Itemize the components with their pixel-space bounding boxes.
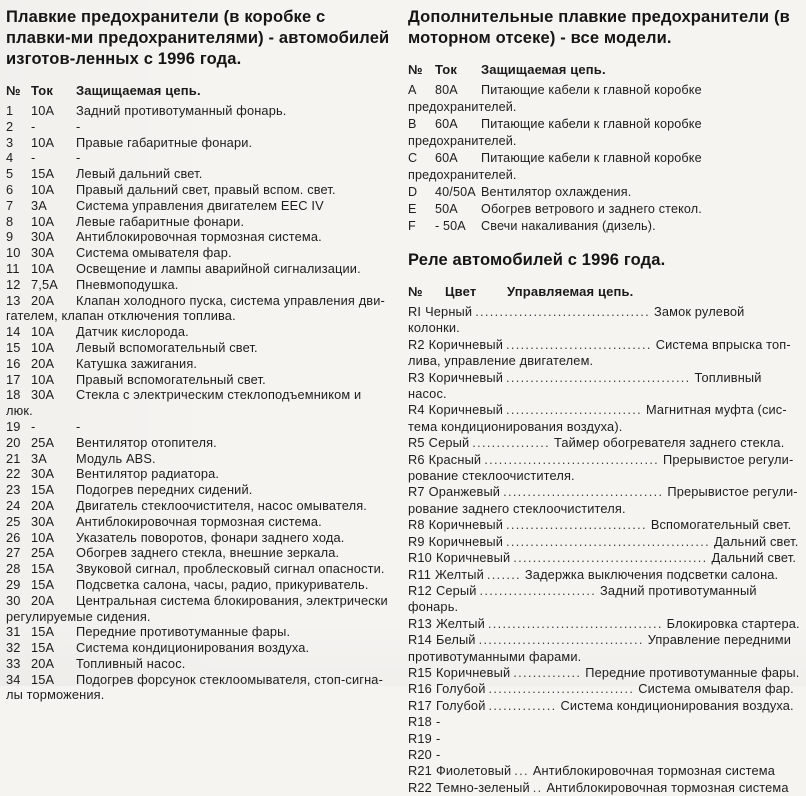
fuse-row [6,245,390,261]
fuse-amperage: 10А [31,529,55,545]
header-circuit-label: Защищаемая цепь. [481,62,606,77]
main-fuse-table [6,103,390,703]
relay-circuit: Дальний свет. [711,550,797,566]
fuse-amperage: 20А [31,655,55,671]
fuse-number: 29 [6,576,21,592]
fuse-number: C [408,151,418,165]
fuse-amperage: 60А [435,117,458,131]
fuse-row [408,82,800,116]
fuse-row [6,545,390,561]
relay-circuit: Система впрыска топ-лива, управление двигателем. [408,336,791,369]
fuse-amperage: 15А [31,624,55,640]
right-fuse-table-header [408,62,800,78]
fuse-circuit: Центральная система блокирования, электрически регулируемые сидения. [6,592,388,624]
fuse-circuit: - [76,150,81,166]
relay-circuit: Таймер обогревателя заднего стекла. [553,435,785,451]
fuse-number: 18 [6,387,21,403]
relay-number: R2 [408,336,425,352]
fuse-row [6,229,390,245]
fuse-row [6,419,390,435]
dot-leader: .............................. [488,681,635,697]
relay-row [408,583,800,616]
relay-circuit: Система кондиционирования воздуха. [560,697,794,713]
fuse-circuit: Вентилятор охлаждения. [481,185,632,199]
relay-row [408,747,800,763]
fuse-circuit: Освещение и лампы аварийной сигнализации. [76,260,361,276]
relay-row [408,665,800,681]
relay-color: Голубой [435,681,486,697]
fuse-amperage: 40/50А [435,185,476,199]
relay-circuit: Магнитная муфта (сис-тема кондиционирования воздуха). [408,402,787,434]
relay-circuit: Антиблокировочная тормозная система [546,779,789,795]
relay-color: - [435,746,441,762]
relay-row [408,616,800,632]
fuse-circuit: Антиблокировочная тормозная система. [76,229,322,245]
relay-color: Серый [428,435,470,451]
header-current-label: Ток [435,62,458,77]
relay-table-header [408,284,800,300]
fuse-circuit: Стекла с электрическим стеклоподъемником и люк. [6,387,362,419]
dot-leader: ............................. [506,517,647,533]
fuse-row [6,624,390,640]
fuse-circuit: Двигатель стеклоочистителя, насос омывателя. [76,497,367,513]
relay-color: Серый [435,582,477,598]
right-column [406,5,804,795]
fuse-circuit: Пневмоподушка. [76,276,179,292]
fuse-row [6,119,390,135]
fuse-number: 24 [6,497,21,513]
relay-row [408,763,800,779]
relay-color: - [435,714,441,730]
relay-color: Коричневый [435,664,511,680]
fuse-circuit: Вентилятор отопителя. [76,434,217,450]
relay-color: Белый [435,632,476,648]
fuse-row [6,103,390,119]
fuse-row [6,198,390,214]
relay-circuit: Замок рулевой колонки. [408,304,745,336]
fuse-circuit: Подогрев форсунок стеклоомывателя, стоп-сигна-лы торможения. [6,671,383,703]
fuse-circuit: Питающие кабели к главной коробке предохранителей. [408,151,702,182]
fuse-amperage: 60А [435,151,458,165]
relay-number: R14 [408,632,432,648]
relay-row [408,731,800,747]
fuse-number: 21 [6,450,21,466]
relay-circuit: Прерывистое регули-рование стеклоочистителя. [408,451,794,484]
header-circuit-label: Защищаемая цепь. [76,83,201,98]
dot-leader: ................................. [503,484,664,500]
fuse-circuit: Правый дальний свет, правый вспом. свет. [76,181,336,197]
fuse-amperage: - [31,418,36,434]
relay-number: R21 [408,763,432,779]
fuse-row [6,672,390,704]
fuse-number: 28 [6,561,21,577]
relay-row [408,714,800,730]
relay-row [408,452,800,485]
fuse-number: 30 [6,592,21,608]
fuse-row [408,201,800,218]
dot-leader: ........................................ [513,550,708,566]
relay-number: R17 [408,697,432,713]
fuse-amperage: 15А [31,576,55,592]
fuse-row [6,214,390,230]
relay-number: R22 [408,779,432,795]
fuse-amperage: 25А [31,434,55,450]
fuse-circuit: Обогрев ветрового и заднего стекол. [481,202,702,216]
relay-number: R4 [408,402,425,418]
header-circuit-label: Управляемая цепь. [507,284,634,299]
fuse-circuit: Правые габаритные фонари. [76,134,253,150]
fuse-circuit: Модуль ABS. [76,450,156,466]
fuse-circuit: Свечи накаливания (дизель). [481,219,656,233]
relay-color: Темно-зеленый [435,779,530,795]
relay-circuit: Задержка выключения подсветки салона. [524,566,779,582]
fuse-circuit: Питающие кабели к главной коробке предохранителей. [408,83,702,114]
fuse-amperage: - 50А [435,219,466,233]
dot-leader: ... [514,763,529,779]
relay-color: - [435,730,441,746]
fuse-number: 11 [6,260,20,276]
fuse-row [6,593,390,625]
fuse-number: 27 [6,545,21,561]
fuse-amperage: 25А [31,545,55,561]
fuse-circuit: Питающие кабели к главной коробке предохранителей. [408,117,702,148]
fuse-number: F [408,219,416,233]
header-number-label: № [408,62,423,77]
relay-row [408,484,800,517]
dot-leader: .................................... [484,451,660,467]
relay-number: R15 [408,664,432,680]
relay-number: R7 [408,484,425,500]
fuse-amperage: 20А [31,592,55,608]
fuse-row [6,293,390,325]
relay-color: Коричневый [428,369,504,385]
dot-leader: ........................ [479,582,597,598]
fuse-number: 34 [6,671,21,687]
fuse-number: 3 [6,134,14,150]
fuse-amperage: 10А [31,260,55,276]
fuse-number: 26 [6,529,21,545]
fuse-number: 7 [6,197,14,213]
fuse-amperage: 80А [435,83,458,97]
relay-row [408,337,800,370]
fuse-amperage: - [31,118,36,134]
relay-circuit: Управление передними противотуманными фарами. [408,632,792,664]
relay-number: R18 [408,714,432,730]
fuse-amperage: 7,5А [31,276,58,292]
fuse-circuit: - [76,418,81,434]
relay-row [408,550,800,566]
relay-circuit: Дальний свет. [713,533,799,549]
fuse-circuit: Топливный насос. [76,655,186,671]
fuse-number: 33 [6,655,21,671]
fuse-circuit: Левые габаритные фонари. [76,213,245,229]
relay-circuit: Топливный насос. [408,369,762,402]
relay-color: Коричневый [428,402,504,418]
dot-leader: .............................. [506,336,652,352]
relay-color: Голубой [435,697,486,713]
fuse-number: E [408,202,417,216]
fuse-number: 5 [6,166,14,182]
fuse-number: B [408,117,417,131]
fuse-number: 25 [6,513,21,529]
fuse-number: 32 [6,640,21,656]
relay-number: R8 [408,517,425,533]
fuse-amperage: 3А [31,197,47,213]
fuse-row [6,356,390,372]
fuse-row [6,514,390,530]
relay-row [408,435,800,451]
fuse-amperage: 10А [31,371,55,387]
relay-row [408,370,800,403]
fuse-row [6,466,390,482]
fuse-circuit: - [76,118,81,134]
fuse-circuit: Система кондиционирования воздуха. [76,640,310,656]
fuse-number: 13 [6,292,21,308]
fuse-number: 20 [6,434,21,450]
fuse-row [408,184,800,201]
fuse-circuit: Подогрев передних сидений. [76,482,253,498]
fuse-row [6,451,390,467]
fuse-number: 31 [6,624,21,640]
fuse-amperage: 10А [31,213,55,229]
relay-color: Фиолетовый [435,763,512,779]
fuse-amperage: 10А [31,324,55,340]
left-section-title: Плавкие предохранители (в коробке с плавки-ми предохранителями) - автомобилей изготов-ленных с 1996 года. [6,8,390,68]
relay-circuit: Вспомогательный свет. [650,517,792,533]
fuse-amperage: 30А [31,513,55,529]
fuse-amperage: 3А [31,450,47,466]
relay-row [408,534,800,550]
relay-number: R13 [408,615,432,631]
fuse-number: 9 [6,229,14,245]
relay-color: Желтый [434,566,484,582]
fuse-row [6,182,390,198]
fuse-circuit: Система омывателя фар. [76,245,232,261]
relay-number: R6 [408,451,425,467]
fuse-amperage: 15А [31,640,55,656]
fuse-row [408,218,800,235]
fuse-circuit: Вентилятор радиатора. [76,466,220,482]
fuse-number: 15 [6,339,21,355]
fuse-number: 16 [6,355,21,371]
fuse-circuit: Обогрев заднего стекла, внешние зеркала. [76,545,340,561]
fuse-row [6,340,390,356]
fuse-number: 6 [6,181,14,197]
fuse-row [6,561,390,577]
dot-leader: ............................ [506,402,642,418]
fuse-row [6,656,390,672]
relay-circuit: Прерывистое регули-рование заднего стеклоочистителя. [408,484,798,516]
relay-number: R20 [408,746,432,762]
dot-leader: .................................... [475,304,650,319]
relay-number: R3 [408,369,425,385]
fuse-row [6,577,390,593]
fuse-circuit: Передние противотуманные фары. [76,624,291,640]
fuse-amperage: 10А [31,339,55,355]
header-number-label: № [408,284,423,299]
dot-leader: .............. [513,664,582,680]
fuse-circuit: Система управления двигателем EEC IV [76,197,324,213]
relay-row [408,517,800,533]
fuse-amperage: 50А [435,202,458,216]
relay-circuit: Блокировка стартера. [666,615,800,631]
fuse-number: 1 [6,103,14,118]
fuse-amperage: - [31,150,36,166]
fuse-number: 10 [6,245,21,261]
relay-row [408,304,800,337]
fuse-circuit: Катушка зажигания. [76,355,198,371]
relay-number: R10 [408,550,432,566]
fuse-row [6,387,390,419]
fuse-amperage: 30А [31,229,55,245]
fuse-row [6,261,390,277]
fuse-amperage: 30А [31,387,55,403]
dot-leader: .......................................... [506,533,710,549]
fuse-row [6,277,390,293]
dot-leader: .................................... [487,615,663,631]
relay-color: Красный [428,451,482,467]
dot-leader: .................................. [478,632,644,648]
dot-leader: ...................................... [506,369,691,385]
fuse-row [408,116,800,150]
fuse-amperage: 20А [31,355,55,371]
fuse-circuit: Звуковой сигнал, проблесковый сигнал опасности. [76,561,385,577]
relay-number: R19 [408,730,432,746]
relay-color: Оранжевый [428,484,501,500]
relay-row [408,402,800,435]
left-column [6,5,406,703]
fuse-number: 8 [6,213,14,229]
relay-number: R16 [408,681,432,697]
relay-circuit: Антиблокировочная тормозная система [532,763,775,779]
fuse-row [6,498,390,514]
auxiliary-fuse-table [408,82,800,235]
fuse-amperage: 15А [31,671,55,687]
fuse-circuit: Левый вспомогательный свет. [76,339,258,355]
relay-color: Коричневый [428,533,504,549]
fuse-amperage: 10А [31,103,55,118]
relay-number: R9 [408,533,425,549]
relay-color: Коричневый [428,336,504,352]
relay-circuit: Передние противотуманные фары. [585,664,800,680]
header-number-label: № [6,83,21,98]
fuse-circuit: Клапан холодного пуска, система управления дви-гателем, клапан отключения топлива. [6,292,385,324]
fuse-amperage: 10А [31,134,55,150]
fuse-row [6,530,390,546]
fuse-amperage: 15А [31,166,55,182]
fuse-row [6,324,390,340]
fuse-amperage: 10А [31,181,55,197]
relay-table [408,304,800,796]
fuse-circuit: Подсветка салона, часы, радио, прикуриватель. [76,576,369,592]
relay-row [408,698,800,714]
relay-color: Коричневый [428,517,504,533]
fuse-amperage: 15А [31,561,55,577]
fuse-circuit: Правый вспомогательный свет. [76,371,266,387]
relay-color: Коричневый [435,550,511,566]
fuse-row [6,482,390,498]
fuse-number: 4 [6,150,14,166]
relay-circuit: Система омывателя фар. [638,681,794,697]
fuse-amperage: 30А [31,466,55,482]
fuse-row [408,150,800,184]
fuse-number: 22 [6,466,21,482]
fuse-number: 12 [6,276,21,292]
fuse-circuit: Датчик кислорода. [76,324,189,340]
relay-color: Желтый [435,615,485,631]
fuse-circuit: Указатель поворотов, фонари заднего хода. [76,529,345,545]
fuse-number: 2 [6,118,14,134]
header-current-label: Ток [31,83,54,98]
relay-row [408,567,800,583]
relay-number: R12 [408,582,432,598]
fuse-row [6,435,390,451]
relay-row [408,780,800,796]
right-section-title: Дополнительные плавкие предохранители (в моторном отсеке) - все модели. [408,8,790,47]
relay-color: Черный [425,304,473,319]
fuse-number: 19 [6,418,21,434]
relay-section-title: Реле автомобилей с 1996 года. [408,251,666,269]
fuse-number: 17 [6,371,21,387]
fuse-amperage: 15А [31,482,55,498]
fuse-number: 23 [6,482,21,498]
dot-leader: ................ [472,435,550,451]
fuse-row [6,372,390,388]
fuse-row [6,640,390,656]
fuse-amperage: 20А [31,497,55,513]
fuse-amperage: 30А [31,245,55,261]
relay-row [408,632,800,665]
fuse-number: 14 [6,324,21,340]
fuse-row [6,166,390,182]
left-table-header [6,83,390,99]
relay-number: R11 [408,566,431,582]
fuse-number: D [408,185,418,199]
header-color-label: Цвет [445,284,477,299]
fuse-amperage: 20А [31,292,55,308]
relay-row [408,681,800,697]
fuse-circuit: Антиблокировочная тормозная система. [76,513,322,529]
dot-leader: .. [532,779,543,795]
fuse-row [6,150,390,166]
fuse-row [6,135,390,151]
relay-circuit: Задний противотуманный фонарь. [408,582,757,615]
fuse-number: A [408,83,417,97]
relay-number: RI [408,304,422,319]
fuse-circuit: Задний противотуманный фонарь. [76,103,287,118]
relay-number: R5 [408,435,425,451]
dot-leader: ....... [486,566,521,582]
dot-leader: .............. [488,697,557,713]
fuse-circuit: Левый дальний свет. [76,166,203,182]
